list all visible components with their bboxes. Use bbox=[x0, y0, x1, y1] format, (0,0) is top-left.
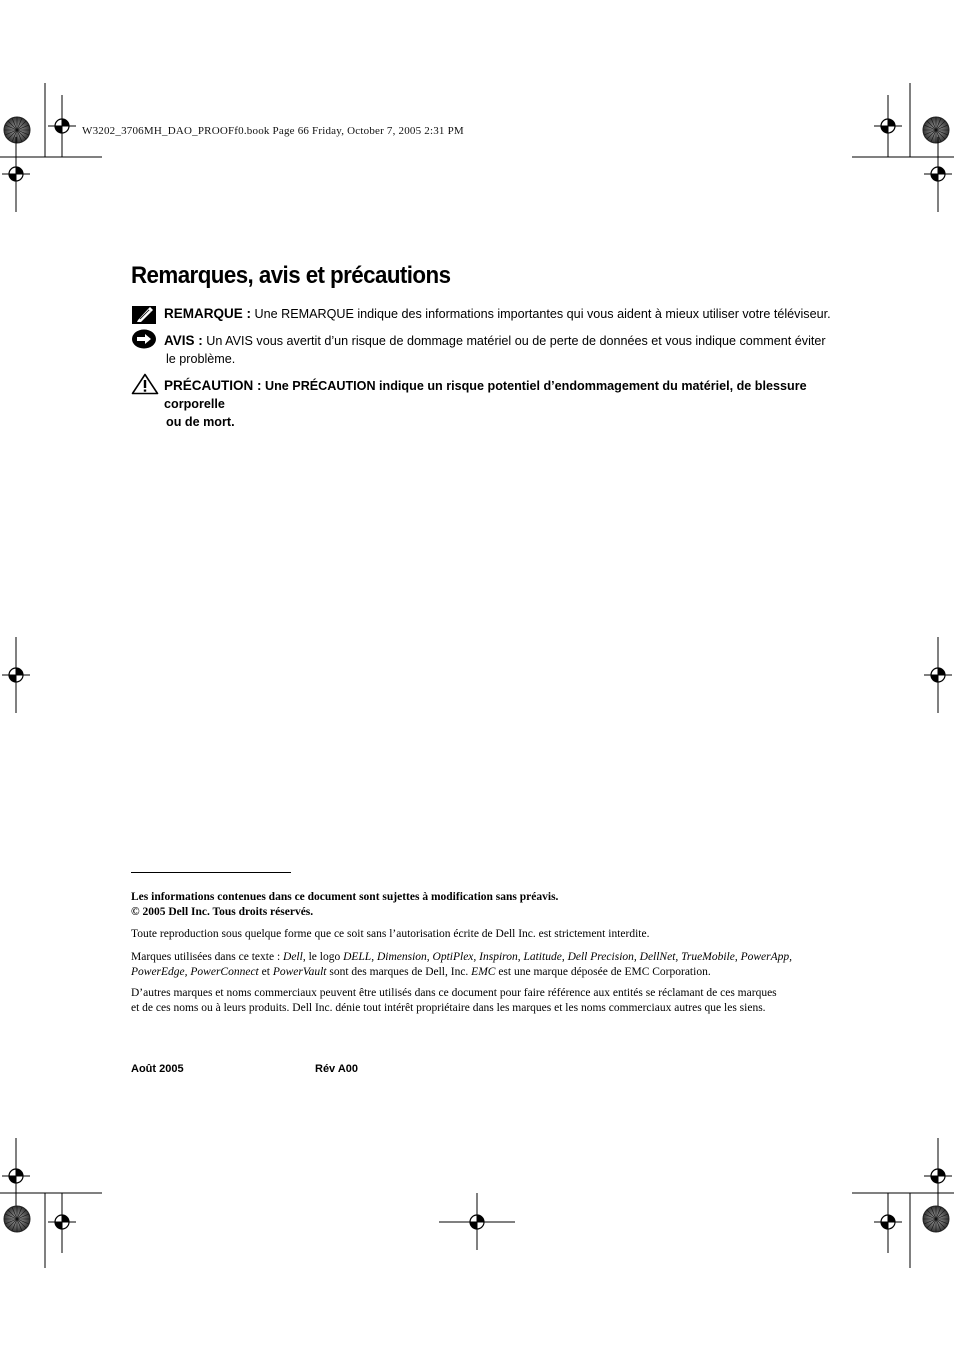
note-notice bbox=[131, 305, 853, 323]
reproduction-text: Toute reproduction sous quelque forme que ce soit sans l’autorisation écrite de Dell Inc. est strictement interdite. bbox=[131, 928, 650, 940]
print-slug: W3202_3706MH_DAO_PROOFf0.book Page 66 Friday, October 7, 2005 2:31 PM bbox=[82, 125, 464, 137]
notice-label: REMARQUE : bbox=[164, 306, 251, 321]
trademark-text: , bbox=[371, 951, 377, 963]
other-trademarks-notice bbox=[131, 986, 853, 1016]
copyright-line: © 2005 Dell Inc. Tous droits réservés. bbox=[131, 906, 314, 918]
legal-notice bbox=[131, 890, 853, 920]
notice-label: PRÉCAUTION : bbox=[164, 378, 262, 393]
trademark-name: EMC bbox=[471, 966, 496, 978]
footer-date: Août 2005 bbox=[131, 1063, 184, 1075]
other-trademarks-text: D’autres marques et noms commerciaux peuvent être utilisés dans ce document pour faire référence aux entités se réclamant de ces marques bbox=[131, 987, 777, 999]
trademark-text: , bbox=[517, 951, 524, 963]
color-target-icon bbox=[4, 1206, 30, 1232]
trademark-name: Latitude bbox=[523, 951, 562, 963]
trademark-name: PowerApp, bbox=[740, 951, 793, 963]
color-target-icon bbox=[923, 1206, 949, 1232]
notice-text: Une REMARQUE indique des informations importantes qui vous aident à mieux utiliser votre téléviseur. bbox=[254, 307, 831, 321]
notice-text: Un AVIS vous avertit d’un risque de dommage matériel ou de perte de données et vous indique comment éviter bbox=[206, 334, 826, 348]
trademark-name: PowerEdge, PowerConnect bbox=[131, 966, 259, 978]
trademark-text: sont des marques de Dell, Inc. bbox=[326, 966, 472, 978]
trademark-name: Dell Precision, DellNet, TrueMobile bbox=[567, 951, 735, 963]
notice-text: Une PRÉCAUTION indique un risque potentiel d’endommagement du matériel, de blessure corporelle bbox=[164, 379, 807, 411]
trademark-text: Marques utilisées dans ce texte : bbox=[131, 951, 284, 963]
reproduction-notice bbox=[131, 927, 853, 942]
caution-triangle-icon bbox=[131, 373, 159, 395]
notice-label: AVIS : bbox=[164, 333, 203, 348]
trademark-name: Dell bbox=[283, 951, 303, 963]
notice-arrow-icon bbox=[131, 329, 157, 349]
avis-notice bbox=[131, 332, 853, 368]
trademark-text: , bbox=[561, 951, 568, 963]
footnote-rule bbox=[131, 872, 291, 873]
note-pencil-icon bbox=[131, 305, 157, 325]
footer-revision: Rév A00 bbox=[315, 1063, 359, 1075]
color-target-icon bbox=[923, 117, 949, 143]
caution-notice bbox=[131, 377, 853, 431]
trademark-name: PowerVault bbox=[272, 966, 327, 978]
trademark-text: , bbox=[734, 951, 741, 963]
trademark-notice bbox=[131, 950, 853, 980]
change-notice: Les informations contenues dans ce document sont sujettes à modification sans préavis. bbox=[131, 891, 559, 903]
trademark-text: et bbox=[258, 966, 273, 978]
trademark-name: DELL bbox=[343, 951, 372, 963]
notice-text-continued: ou de mort. bbox=[166, 415, 235, 429]
trademark-text: est une marque déposée de EMC Corporation. bbox=[495, 966, 711, 978]
other-trademarks-text: et de ces noms ou à leurs produits. Dell Inc. dénie tout intérêt propriétaire dans les marques et les noms commerciaux autres que les siens. bbox=[131, 1002, 766, 1014]
page-title: Remarques, avis et précautions bbox=[131, 262, 451, 289]
notice-text-continued: le problème. bbox=[166, 352, 236, 366]
trademark-name: Dimension, OptiPlex, Inspiron bbox=[376, 951, 518, 963]
trademark-text: , le logo bbox=[302, 951, 344, 963]
color-target-icon bbox=[4, 117, 30, 143]
